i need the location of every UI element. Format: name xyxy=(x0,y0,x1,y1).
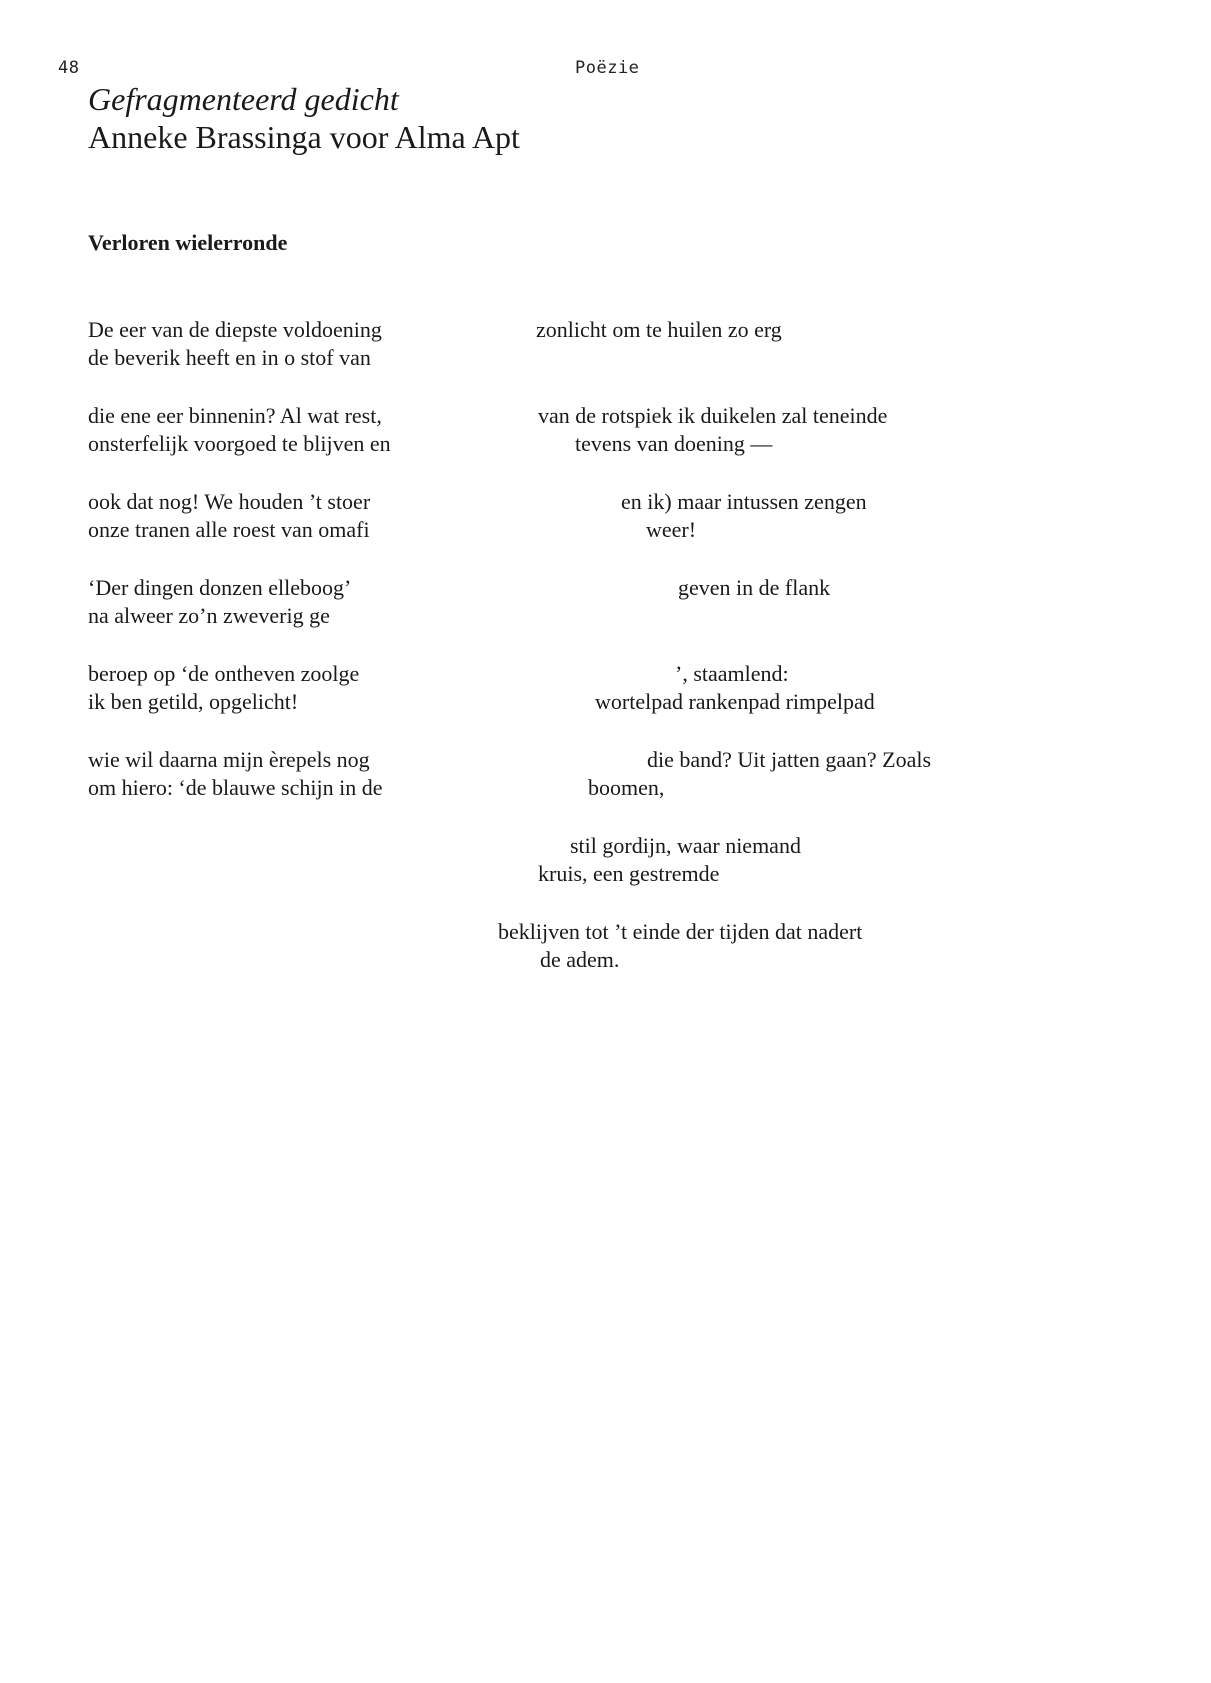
verse-line: kruis, een gestremde xyxy=(538,861,720,886)
verse-line: de beverik heeft en in o stof van xyxy=(88,345,371,370)
verse-line: wie wil daarna mijn èrepels nog xyxy=(88,747,370,772)
verse-line: ik ben getild, opgelicht! xyxy=(88,689,299,714)
verse-line: onsterfelijk voorgoed te blijven en xyxy=(88,431,391,456)
verse-line: van de rotspiek ik duikelen zal teneinde xyxy=(538,403,888,428)
verse-line: ook dat nog! We houden ’t stoer xyxy=(88,489,371,514)
verse-line: om hiero: ‘de blauwe schijn in de xyxy=(88,775,383,800)
verse-line: tevens van doening — xyxy=(575,431,773,456)
title-block xyxy=(88,80,520,156)
verse-line: stil gordijn, waar niemand xyxy=(570,833,801,858)
section-heading: Verloren wielerronde xyxy=(88,230,288,255)
verse-line: ’, staamlend: xyxy=(675,661,789,686)
verse-line: ‘Der dingen donzen elleboog’ xyxy=(88,575,352,600)
page-number: 48 xyxy=(58,58,80,78)
running-section-label: Poëzie xyxy=(575,58,640,78)
poem-title: Gefragmenteerd gedicht xyxy=(88,81,399,117)
verse-line: die band? Uit jatten gaan? Zoals xyxy=(647,747,932,772)
verse-line: de adem. xyxy=(540,947,620,972)
verse-line: zonlicht om te huilen zo erg xyxy=(536,317,782,342)
verse-line: boomen, xyxy=(588,775,665,800)
verse-line: wortelpad rankenpad rimpelpad xyxy=(595,689,875,714)
verse-line: De eer van de diepste voldoening xyxy=(88,317,382,342)
verse-line: onze tranen alle roest van omafi xyxy=(88,517,370,542)
verse-line: geven in de flank xyxy=(678,575,831,600)
verse-line: beklijven tot ’t einde der tijden dat nadert xyxy=(498,919,863,944)
verse-line: die ene eer binnenin? Al wat rest, xyxy=(88,403,382,428)
verse-line: na alweer zo’n zweverig ge xyxy=(88,603,330,628)
byline: Anneke Brassinga voor Alma Apt xyxy=(88,119,520,155)
verse-line: weer! xyxy=(646,517,697,542)
verse-line: beroep op ‘de ontheven zoolge xyxy=(88,661,360,686)
verse-line: en ik) maar intussen zengen xyxy=(621,489,867,514)
